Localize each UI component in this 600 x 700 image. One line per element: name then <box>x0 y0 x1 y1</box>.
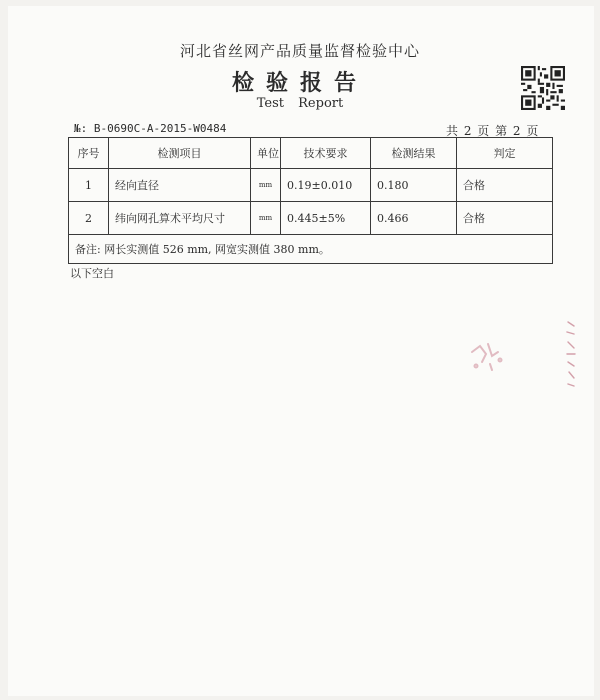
row-item: 经向直径 <box>109 169 251 202</box>
row-item: 纬向网孔算术平均尺寸 <box>109 202 251 235</box>
header-item: 检测项目 <box>109 138 251 169</box>
blank-below-note: 以下空白 <box>70 267 114 280</box>
report-number: №: B-0690C-A-2015-W0484 <box>74 122 227 135</box>
table-note-row <box>69 235 553 264</box>
table-row <box>69 169 553 202</box>
header-no: 序号 <box>69 138 109 169</box>
table-header-row <box>69 138 553 169</box>
report-title-en: Test Report <box>256 96 344 111</box>
row-no: 2 <box>69 202 109 235</box>
table-note: 备注: 网长实测值 526 mm, 网宽实测值 380 mm。 <box>69 235 553 264</box>
table-row <box>69 202 553 235</box>
header-result: 检测结果 <box>371 138 457 169</box>
row-unit: mm <box>251 169 281 202</box>
edge-seal-mark <box>562 318 580 398</box>
header-requirement: 技术要求 <box>281 138 371 169</box>
row-judgment: 合格 <box>457 202 553 235</box>
test-results-table <box>68 137 553 264</box>
row-requirement: 0.445±5% <box>281 202 371 235</box>
row-judgment: 合格 <box>457 169 553 202</box>
qr-code-icon <box>521 66 565 110</box>
row-unit: mm <box>251 202 281 235</box>
page-info: 共 2 页 第 2 页 <box>446 124 540 138</box>
header-judgment: 判定 <box>457 138 553 169</box>
row-result: 0.180 <box>371 169 457 202</box>
issuing-organization: 河北省丝网产品质量监督检验中心 <box>179 42 420 60</box>
header-unit: 单位 <box>251 138 281 169</box>
row-result: 0.466 <box>371 202 457 235</box>
faded-stamp-mark <box>460 330 520 380</box>
row-requirement: 0.19±0.010 <box>281 169 371 202</box>
report-title-cn: 检验报告 <box>231 70 368 96</box>
row-no: 1 <box>69 169 109 202</box>
